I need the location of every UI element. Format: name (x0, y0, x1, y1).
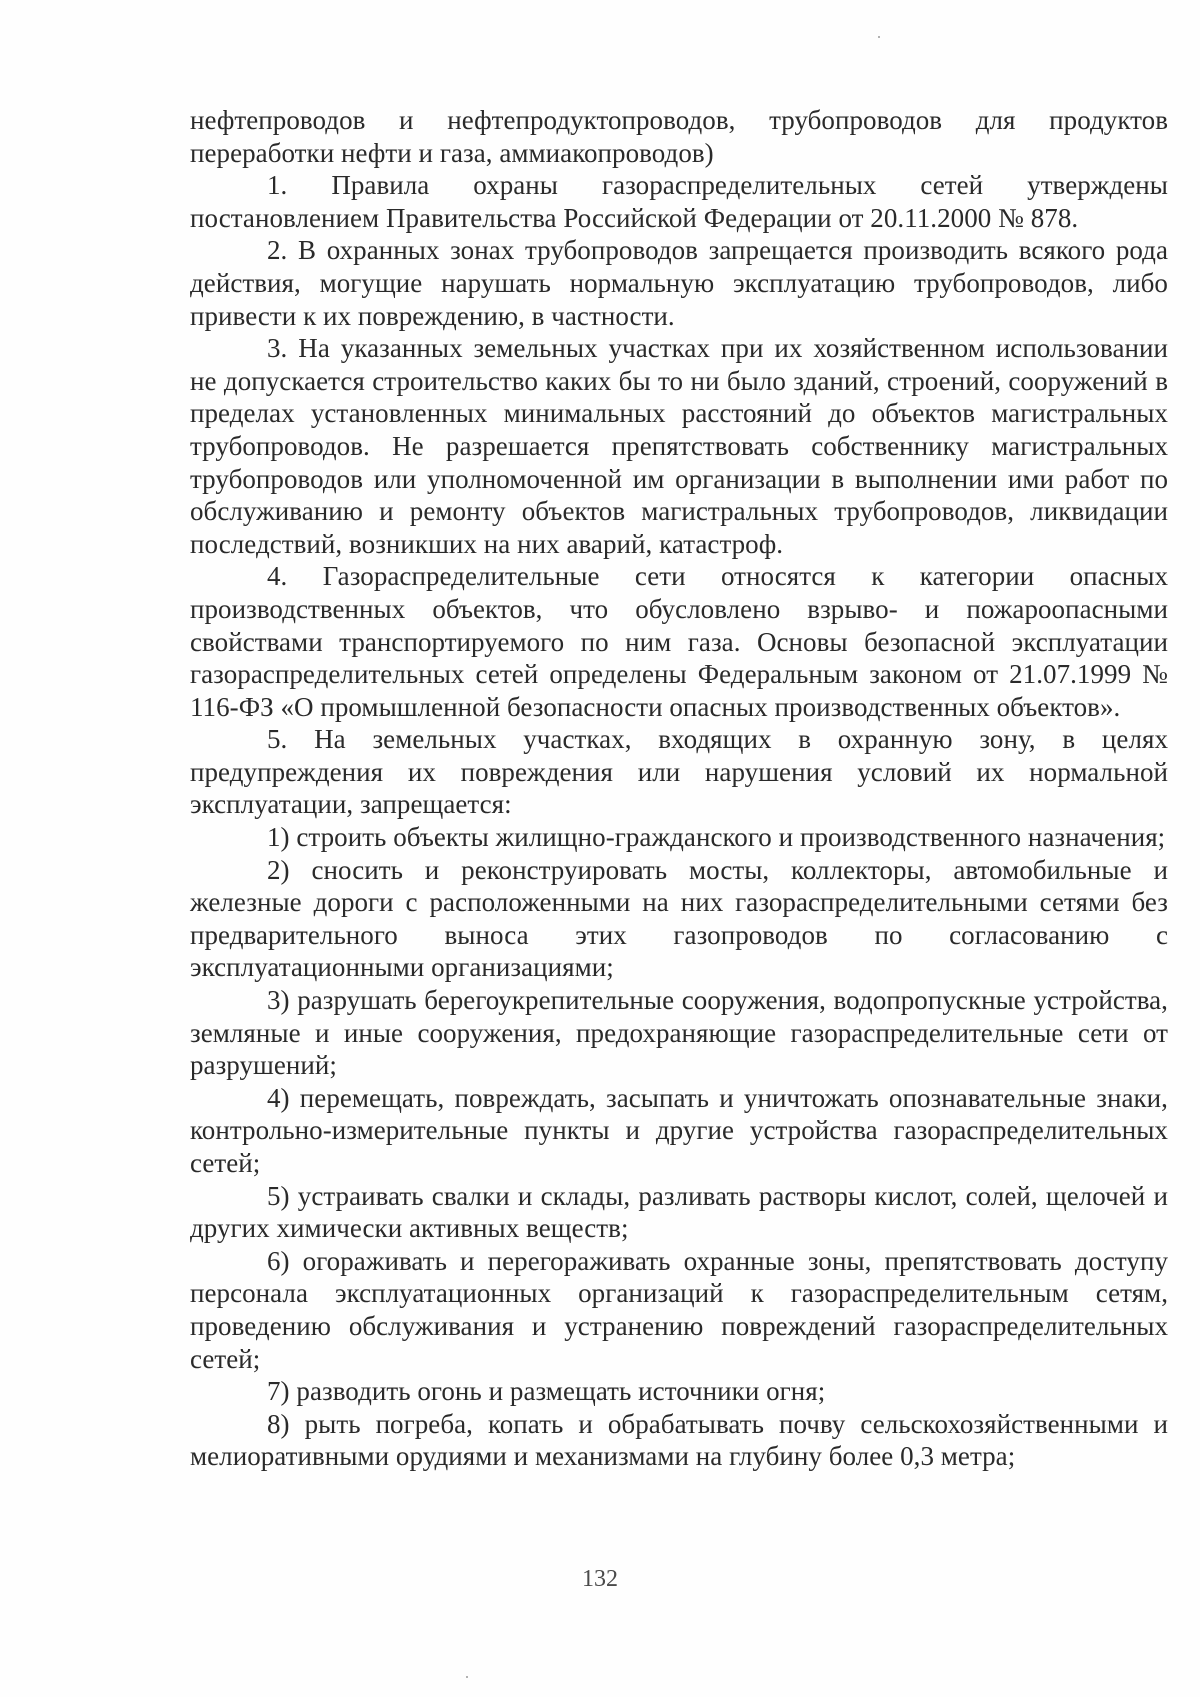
paragraph-continuation: нефтепроводов и нефтепродуктопроводов, трубопроводов для продуктов переработки нефти и газа, аммиакопроводов) (190, 105, 1168, 168)
list-item-2: 2) сносить и реконструировать мосты, коллекторы, автомобильные и железные дороги с расположенными на них газораспределительными сетями без предварительного выноса этих газопроводов по согласованию с эксплуатационными организациями; (190, 854, 1168, 983)
list-item-5: 5) устраивать свалки и склады, разливать растворы кислот, солей, щелочей и других химически активных веществ; (190, 1180, 1168, 1244)
paragraph-item-4: 4. Газораспределительные сети относятся к категории опасных производственных объектов, что обусловлено взрыво- и пожароопасными свойствами транспортируемого по ним газа. Основы безопасной эксплуатации газораспределительных сетей определены Федеральным законом от 21.07.1999 № 116-ФЗ «О промышленной безопасности опасных производственных объектов». (190, 561, 1168, 722)
page-number: 132 (582, 1566, 618, 1592)
paragraph-item-5: 5. На земельных участках, входящих в охранную зону, в целях предупреждения их повреждения или нарушения условий их нормальной эксплуатации, запрещается: (190, 724, 1168, 820)
scan-speck (878, 36, 880, 38)
paragraph-item-3: 3. На указанных земельных участках при их хозяйственном использовании не допускается строительство каких бы то ни было зданий, строений, сооружений в пределах установленных минимальных расстояний до объектов магистральных трубопроводов. Не разрешается препятствовать собственнику магистральных трубопроводов или уполномоченной им организации в выполнении ими работ по обслуживанию и ремонту объектов магистральных трубопроводов, ликвидации последствий, возникших на них аварий, катастроф. (190, 333, 1168, 559)
document-body (190, 104, 1168, 1473)
list-item-8: 8) рыть погреба, копать и обрабатывать почву сельскохозяйственными и мелиоративными орудиями и механизмами на глубину более 0,3 метра; (190, 1408, 1168, 1472)
list-item-1: 1) строить объекты жилищно-гражданского и производственного назначения; (267, 822, 1166, 853)
list-item-6: 6) огораживать и перегораживать охранные зоны, препятствовать доступу персонала эксплуатационных организаций к газораспределительным сетям, проведению обслуживания и устранению повреждений газораспределительных сетей; (190, 1245, 1168, 1374)
paragraph-item-1: 1. Правила охраны газораспределительных сетей утверждены постановлением Правительства Российской Федерации от 20.11.2000 № 878. (190, 170, 1168, 233)
list-item-4: 4) перемещать, повреждать, засыпать и уничтожать опознавательные знаки, контрольно-измерительные пункты и другие устройства газораспределительных сетей; (190, 1082, 1168, 1178)
list-item-7: 7) разводить огонь и размещать источники огня; (267, 1376, 826, 1407)
scan-speck (466, 1676, 468, 1678)
paragraph-item-2: 2. В охранных зонах трубопроводов запрещается производить всякого рода действия, могущие нарушать нормальную эксплуатацию трубопроводов, либо привести к их повреждению, в частности. (190, 235, 1168, 331)
list-item-3: 3) разрушать берегоукрепительные сооружения, водопропускные устройства, земляные и иные сооружения, предохраняющие газораспределительные сети от разрушений; (190, 985, 1168, 1081)
